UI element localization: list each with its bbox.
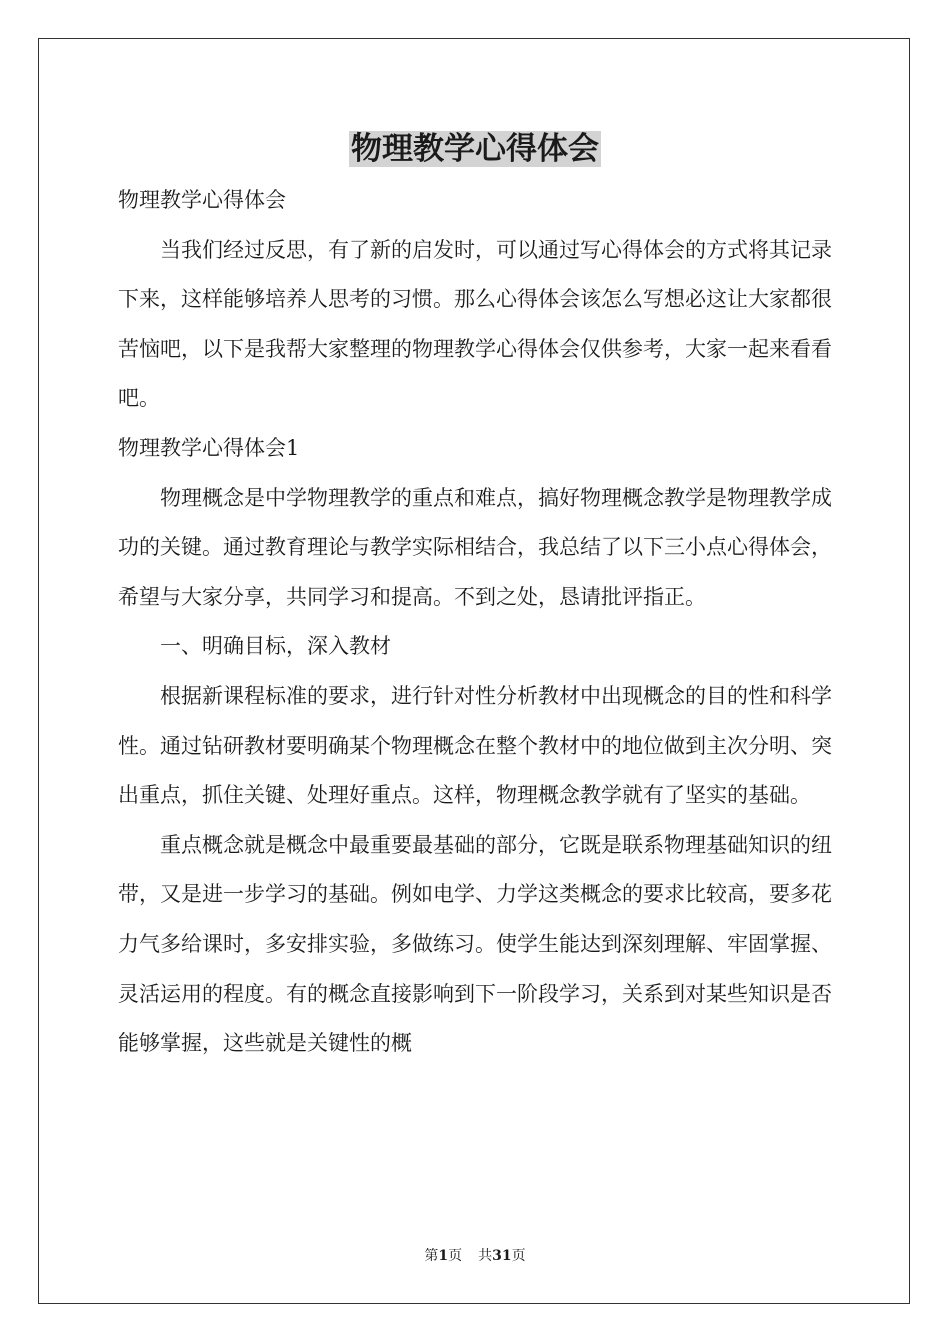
- document-title-text: 物理教学心得体会: [351, 131, 599, 167]
- section-heading: 物理教学心得体会1: [118, 435, 300, 460]
- paragraph: 物理教学心得体会: [118, 188, 286, 212]
- paragraph: 根据新课程标准的要求，进行针对性分析教材中出现概念的目的性和科学性。通过钻研教材要明确某个物理概念在整个教材中的地位做到主次分明、突出重点，抓住关键、处理好重点。这样，物理概念教学就有了坚实的基础。: [118, 683, 832, 808]
- document-body: [118, 176, 832, 1069]
- paragraph: 重点概念就是概念中最重要最基础的部分，它既是联系物理基础知识的纽带，又是进一步学习的基础。例如电学、力学这类概念的要求比较高，要多花力气多给课时，多安排实验，多做练习。使学生能达到深刻理解、牢固掌握、灵活运用的程度。有的概念直接影响到下一阶段学习，关系到对某些知识是否能够掌握，这些就是关键性的概: [118, 832, 832, 1056]
- page-footer: [0, 1246, 950, 1266]
- paragraph: 物理概念是中学物理教学的重点和难点，搞好物理概念教学是物理教学成功的关键。通过教育理论与教学实际相结合，我总结了以下三小点心得体会，希望与大家分享，共同学习和提高。不到之处，恳请批评指正。: [118, 485, 832, 609]
- document-title: [0, 128, 950, 170]
- subsection-heading: 一、明确目标，深入教材: [160, 634, 391, 659]
- page-number: 1: [438, 1248, 449, 1264]
- page-prefix: 第: [424, 1248, 439, 1264]
- total-prefix: 共: [478, 1248, 493, 1264]
- paragraph: 当我们经过反思，有了新的启发时，可以通过写心得体会的方式将其记录下来，这样能够培养人思考的习惯。那么心得体会该怎么写想必这让大家都很苦恼吧，以下是我帮大家整理的物理教学心得体会仅供参考，大家一起来看看吧。: [118, 237, 832, 411]
- total-suffix: 页: [511, 1248, 526, 1264]
- page-suffix: 页: [448, 1248, 463, 1264]
- total-pages: 31: [492, 1248, 512, 1264]
